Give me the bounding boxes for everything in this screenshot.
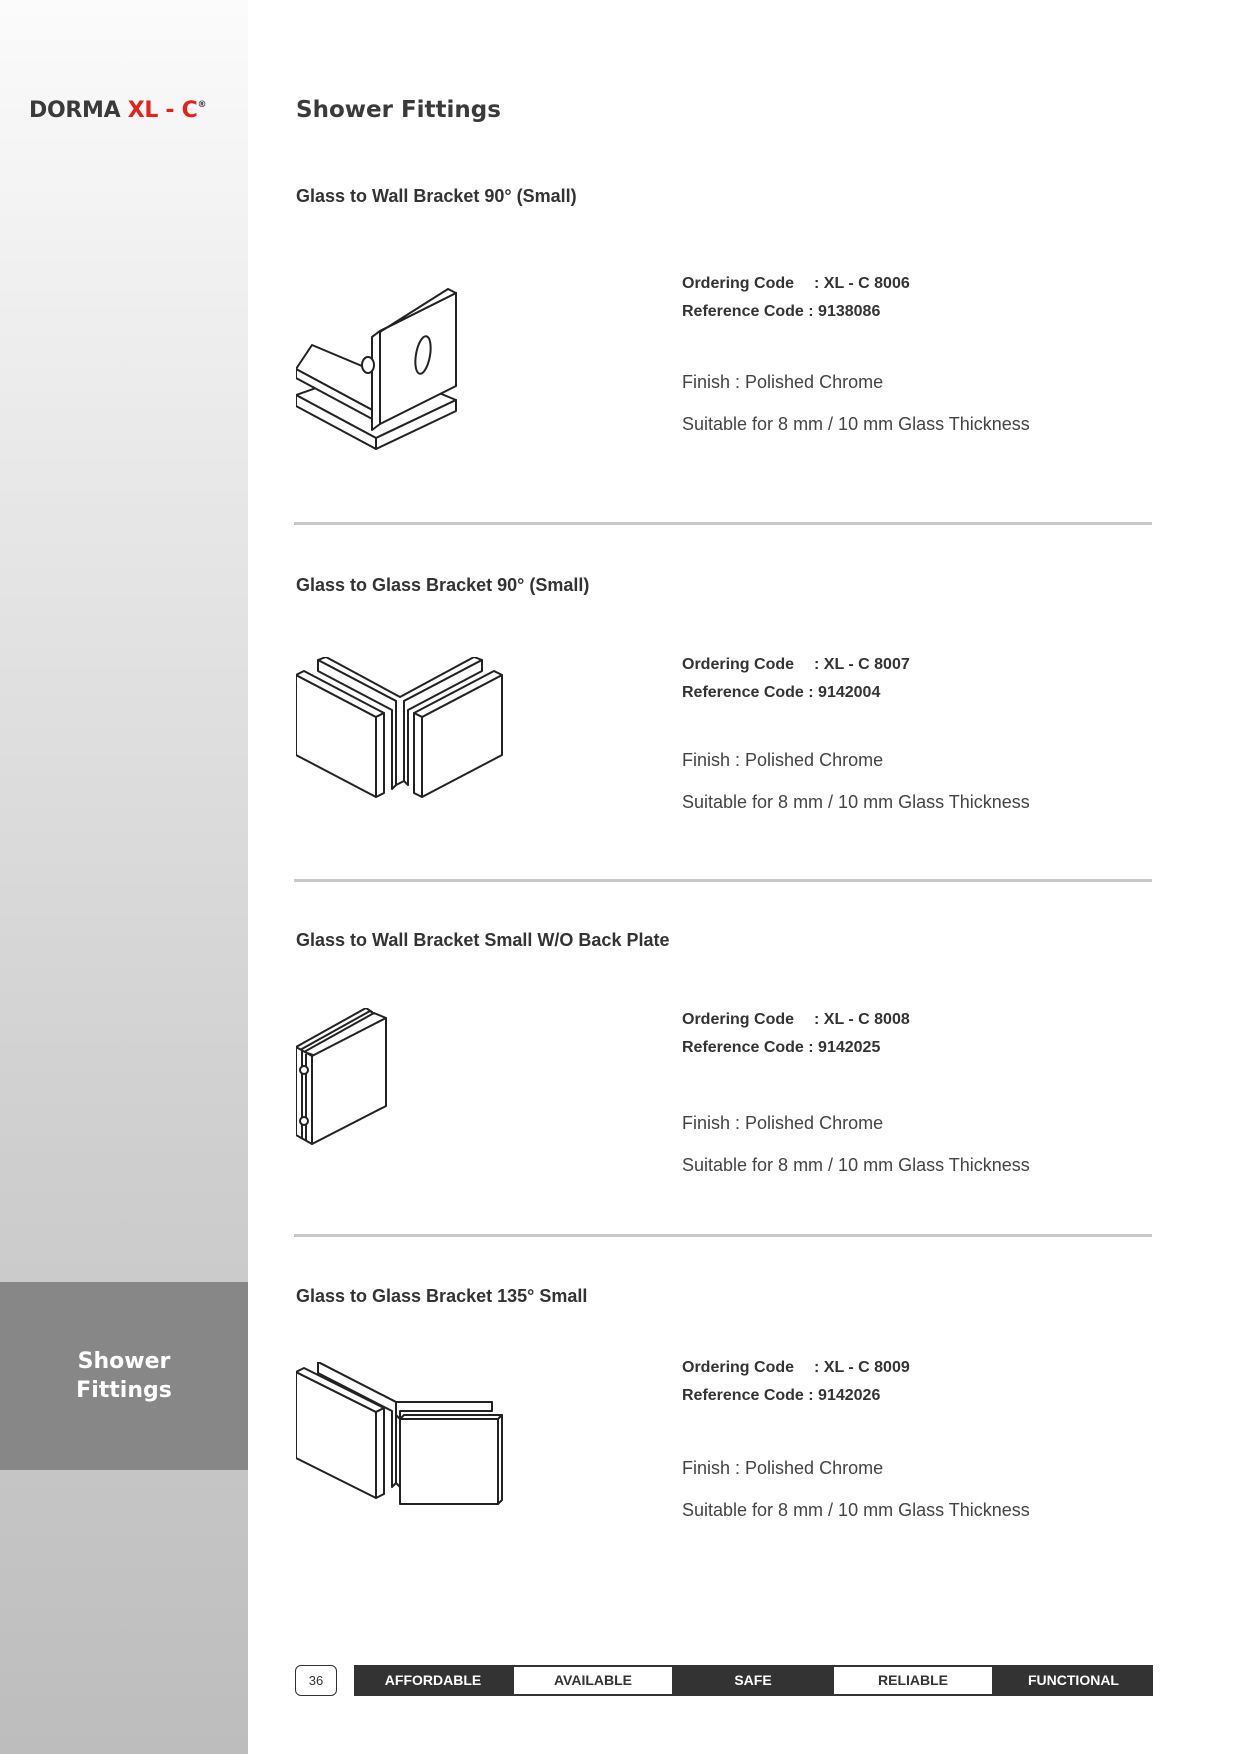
- ordering-code-label: Ordering Code: [682, 1011, 795, 1028]
- product-glass-to-glass-135: [296, 1286, 1152, 1546]
- tag-available: AVAILABLE: [514, 1667, 672, 1694]
- ordering-code-label: Ordering Code: [682, 1359, 795, 1376]
- product-codes: [682, 270, 910, 326]
- reference-code-label: Reference Code: [682, 1387, 804, 1404]
- footer: [295, 1665, 1153, 1696]
- product-codes: [682, 1006, 910, 1062]
- reference-code-value: : 9138086: [808, 303, 881, 320]
- section-tab: [0, 1282, 248, 1470]
- value-tags: [354, 1665, 1153, 1696]
- section-tab-label: Shower Fittings: [76, 1349, 172, 1403]
- divider: [294, 879, 1152, 882]
- ordering-code-value: : XL - C 8007: [814, 656, 910, 673]
- divider: [294, 522, 1152, 525]
- tag-safe: SAFE: [674, 1667, 832, 1694]
- finish-text: Finish : Polished Chrome: [682, 750, 884, 770]
- reference-code-value: : 9142025: [808, 1039, 881, 1056]
- glass-thickness-text: Suitable for 8 mm / 10 mm Glass Thickness: [682, 792, 1030, 812]
- product-glass-to-wall-wo-back-plate: [296, 930, 1152, 1210]
- ordering-code-label: Ordering Code: [682, 275, 795, 292]
- ordering-code-value: : XL - C 8008: [814, 1011, 910, 1028]
- registered-mark: ®: [197, 100, 207, 110]
- finish-text: Finish : Polished Chrome: [682, 1113, 884, 1133]
- reference-code-value: : 9142026: [808, 1387, 881, 1404]
- bracket-90-wall-illustration: [296, 286, 471, 461]
- reference-code-label: Reference Code: [682, 684, 804, 701]
- finish-text: Finish : Polished Chrome: [682, 372, 884, 392]
- product-codes: [682, 651, 910, 707]
- reference-code-label: Reference Code: [682, 1039, 804, 1056]
- ordering-code-label: Ordering Code: [682, 656, 795, 673]
- ordering-code-value: : XL - C 8006: [814, 275, 910, 292]
- product-name: Glass to Glass Bracket 90° (Small): [296, 575, 590, 595]
- product-glass-to-glass-90: [296, 575, 1152, 855]
- tag-affordable: AFFORDABLE: [354, 1667, 512, 1694]
- ordering-code-row: [682, 1354, 910, 1382]
- reference-code-value: : 9142004: [808, 684, 881, 701]
- brand-xlc: XL - C: [127, 98, 198, 123]
- sidebar: [0, 0, 248, 1754]
- reference-code-row: [682, 1034, 910, 1062]
- product-name: Glass to Wall Bracket 90° (Small): [296, 186, 577, 206]
- brand-logo: [29, 98, 206, 123]
- tag-reliable: RELIABLE: [834, 1667, 992, 1694]
- glass-thickness-text: Suitable for 8 mm / 10 mm Glass Thickness: [682, 1155, 1030, 1175]
- ordering-code-row: [682, 270, 910, 298]
- product-name: Glass to Glass Bracket 135° Small: [296, 1286, 588, 1306]
- reference-code-row: [682, 1382, 910, 1410]
- product-glass-to-wall-90: [296, 186, 1152, 486]
- finish-text: Finish : Polished Chrome: [682, 1458, 884, 1478]
- bracket-90-glass-illustration: [296, 657, 511, 807]
- ordering-code-value: : XL - C 8009: [814, 1359, 910, 1376]
- page-number: 36: [295, 1665, 337, 1696]
- bracket-135-glass-illustration: [296, 1362, 506, 1507]
- bracket-wall-no-plate-illustration: [296, 1008, 396, 1148]
- ordering-code-row: [682, 1006, 910, 1034]
- brand-dorma: DORMA: [29, 98, 121, 123]
- divider: [294, 1234, 1152, 1237]
- glass-thickness-text: Suitable for 8 mm / 10 mm Glass Thickness: [682, 1500, 1030, 1520]
- page-title: Shower Fittings: [296, 97, 501, 123]
- ordering-code-row: [682, 651, 910, 679]
- tag-functional: FUNCTIONAL: [994, 1667, 1153, 1694]
- glass-thickness-text: Suitable for 8 mm / 10 mm Glass Thickness: [682, 414, 1030, 434]
- reference-code-row: [682, 298, 910, 326]
- reference-code-label: Reference Code: [682, 303, 804, 320]
- reference-code-row: [682, 679, 910, 707]
- product-codes: [682, 1354, 910, 1410]
- product-name: Glass to Wall Bracket Small W/O Back Plate: [296, 930, 670, 950]
